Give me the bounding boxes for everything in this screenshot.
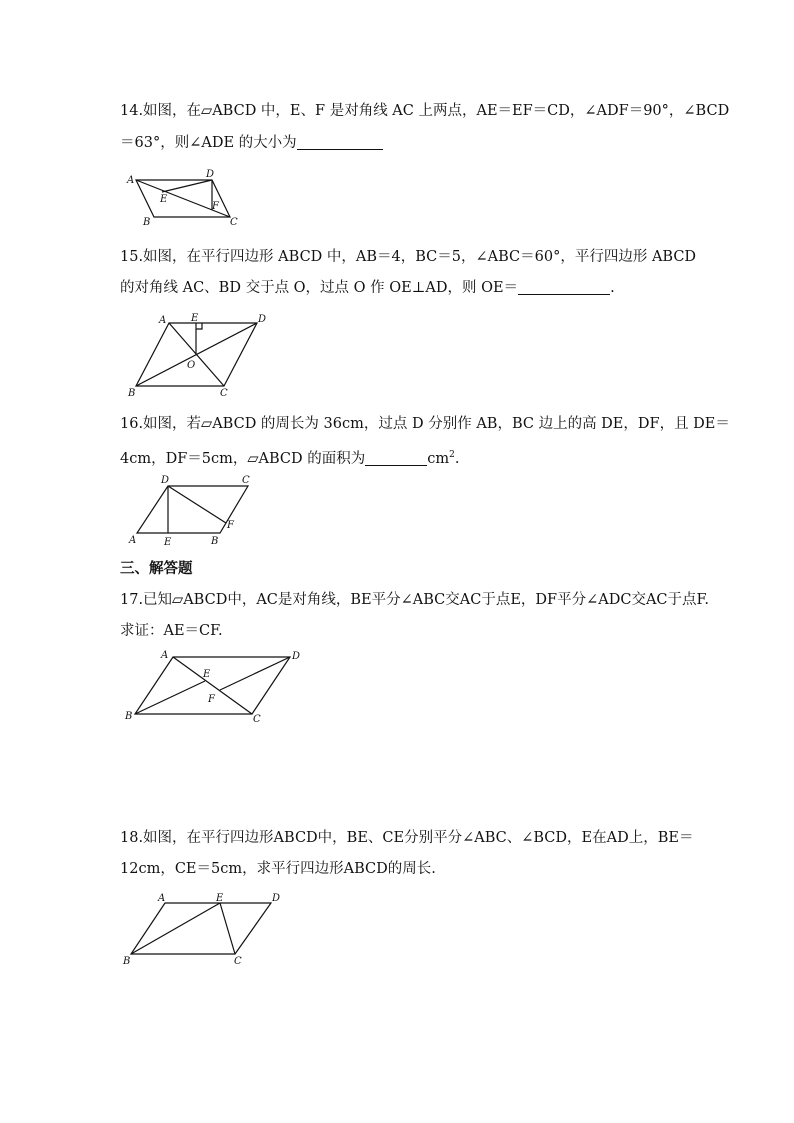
q14-label-e: E (160, 194, 168, 205)
q15-label-d: D (258, 314, 267, 325)
q17-label-b: B (125, 711, 133, 722)
q18-figure (120, 890, 290, 968)
q15-label-o: O (187, 360, 196, 371)
q16-line1: 16.如图，若▱ABCD 的周长为 36cm，过点 D 分别作 AB，BC 边上的高 DE，DF，且 DE＝ (120, 416, 730, 432)
q15-label-c: C (220, 388, 228, 399)
q14-line2-text: ＝63°，则∠ADE 的大小为 (120, 135, 297, 151)
q18-line1: 18.如图，在平行四边形ABCD中，BE、CE分别平分∠ABC、∠BCD，E在AD上，BE＝ (120, 830, 694, 846)
q16-label-e: E (164, 537, 172, 548)
q18-segment-ce (220, 903, 235, 954)
q16-label-f: F (227, 520, 234, 531)
section-heading: 三、解答题 (120, 561, 193, 577)
q15-label-a: A (159, 315, 167, 326)
q17-label-a: A (161, 650, 169, 661)
q14-label-c: C (230, 217, 238, 228)
q15-figure (120, 310, 280, 402)
q18-label-b: B (123, 956, 131, 967)
q14-label-d: D (206, 169, 215, 180)
q16-unit-sup: 2 (449, 450, 455, 460)
q15-label-e: E (191, 313, 199, 324)
q17-figure (120, 648, 310, 726)
q17-label-e: E (203, 669, 211, 680)
q14-label-f: F (212, 201, 219, 212)
q18-parallelogram (131, 903, 271, 954)
q16-unit: cm (427, 450, 450, 467)
q17-diagonal-ac (173, 657, 252, 714)
q16-answer-blank[interactable] (365, 451, 427, 466)
q14-segment-de (162, 180, 212, 192)
q17-label-d: D (292, 651, 301, 662)
q16-altitude-df (168, 486, 226, 523)
q17-label-f: F (208, 694, 215, 705)
q18-segment-be (131, 903, 220, 954)
q14-line2 (120, 134, 383, 152)
q18-label-d: D (272, 893, 281, 904)
q16-figure (120, 472, 260, 548)
q16-label-d: D (161, 475, 170, 486)
q17-label-c: C (253, 714, 261, 725)
q17-line2: 求证：AE＝CF. (120, 623, 223, 639)
q14-label-b: B (143, 217, 151, 228)
q15-line2-end: . (610, 280, 615, 296)
q16-label-b: B (211, 536, 219, 547)
q16-line2 (120, 446, 459, 468)
q16-line2-text: 4cm，DF＝5cm，▱ABCD 的面积为 (120, 450, 366, 467)
q15-line2 (120, 279, 615, 297)
q14-answer-blank[interactable] (297, 135, 383, 150)
q15-label-b: B (128, 388, 136, 399)
q18-label-e: E (216, 893, 224, 904)
q16-label-c: C (242, 475, 250, 486)
q18-line2: 12cm，CE＝5cm，求平行四边形ABCD的周长. (120, 861, 436, 877)
q15-line1: 15.如图，在平行四边形 ABCD 中，AB＝4，BC＝5，∠ABC＝60°，平行四边形 ABCD (120, 249, 697, 265)
q18-label-c: C (234, 956, 242, 967)
q14-figure (120, 165, 250, 227)
q18-label-a: A (158, 893, 166, 904)
q15-line2-text: 的对角线 AC、BD 交于点 O，过点 O 作 OE⊥AD，则 OE＝ (120, 280, 519, 296)
q15-answer-blank[interactable] (518, 280, 610, 295)
q16-line2-end: . (454, 450, 460, 467)
q17-line1: 17.已知▱ABCD中，AC是对角线，BE平分∠ABC交AC于点E，DF平分∠ADC交AC于点F. (120, 592, 709, 608)
q14-label-a: A (127, 175, 135, 186)
q16-label-a: A (129, 535, 137, 546)
q14-line1: 14.如图，在▱ABCD 中，E、F 是对角线 AC 上两点，AE＝EF＝CD，∠ADF＝90°，∠BCD (120, 103, 730, 119)
